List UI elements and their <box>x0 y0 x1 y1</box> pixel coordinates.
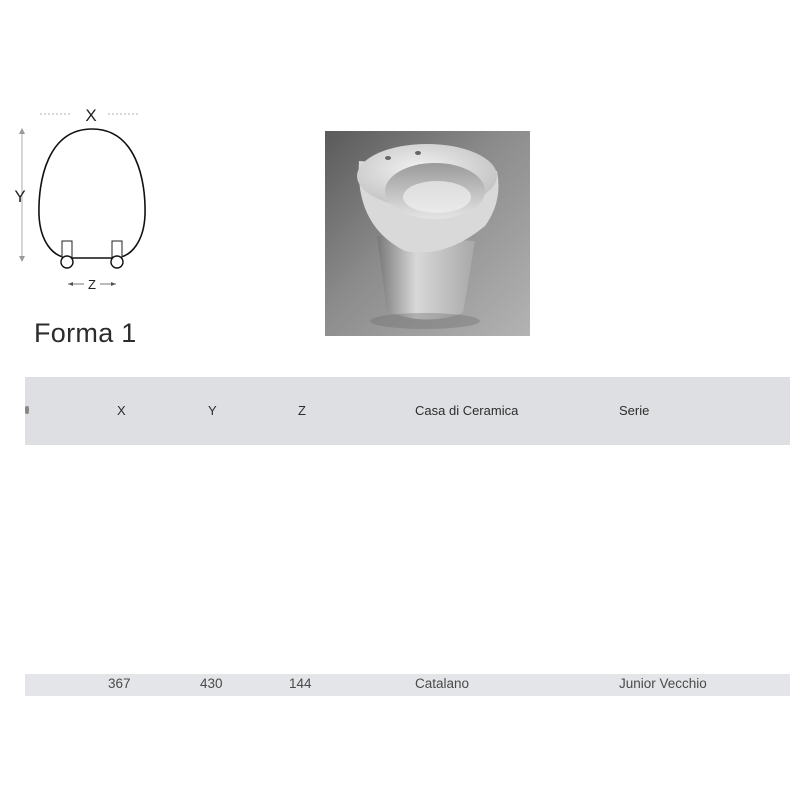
cell-y: 430 <box>200 676 223 691</box>
toilet-bowl-image <box>325 131 530 336</box>
header-serie: Serie <box>619 403 650 418</box>
right-hinge <box>111 241 123 268</box>
label-y: Y <box>14 187 26 206</box>
header-z: Z <box>298 403 306 418</box>
label-x: X <box>85 106 97 125</box>
header-y: Y <box>208 403 217 418</box>
seat-dimension-diagram <box>8 100 168 300</box>
left-hinge <box>61 241 73 268</box>
cell-serie: Junior Vecchio <box>619 676 707 691</box>
label-z: Z <box>88 277 96 292</box>
header-casa-di-ceramica: Casa di Ceramica <box>415 403 519 418</box>
cell-z: 144 <box>289 676 312 691</box>
cell-casa-di-ceramica: Catalano <box>415 676 470 691</box>
table-row <box>25 674 790 696</box>
header-edge-mark <box>25 406 29 414</box>
product-photo <box>325 131 530 336</box>
seat-oval <box>39 129 145 258</box>
header-x: X <box>117 403 126 418</box>
seat-outline-drawing <box>8 100 168 300</box>
form-title: Forma 1 <box>34 318 137 348</box>
cell-x: 367 <box>108 676 131 691</box>
table-header <box>25 377 790 445</box>
